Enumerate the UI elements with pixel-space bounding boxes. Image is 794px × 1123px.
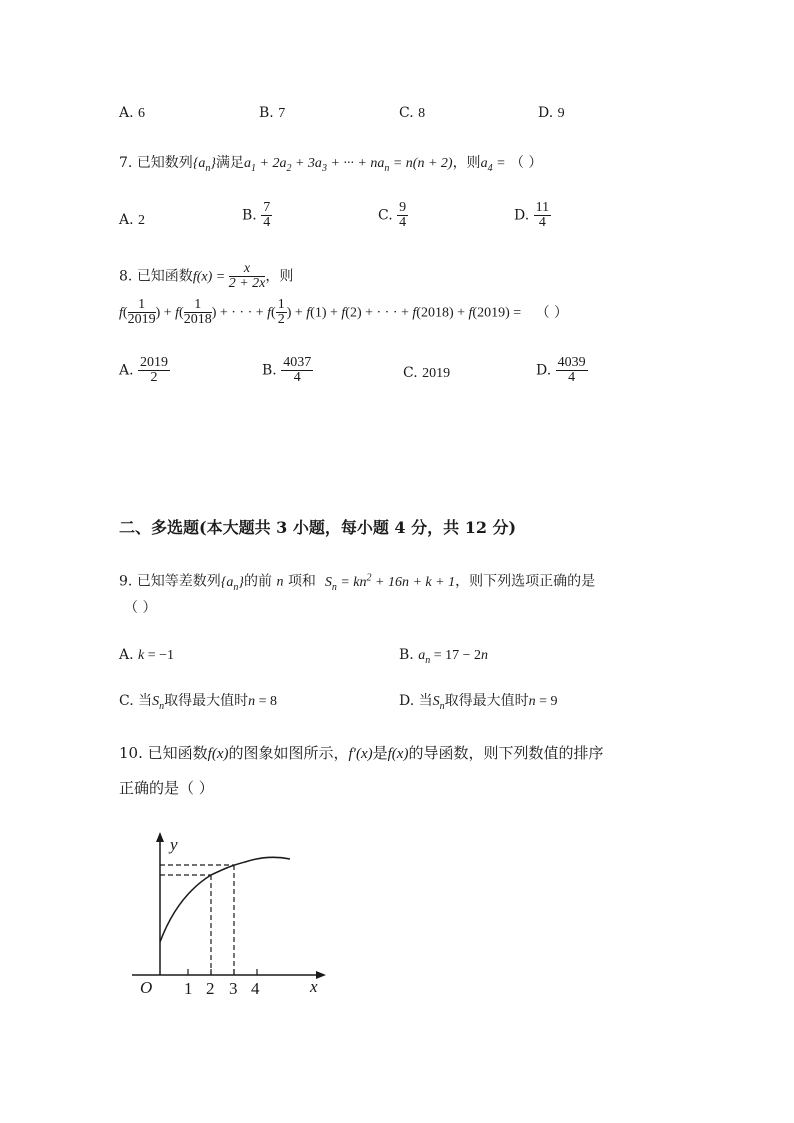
q7-option-d: D. $\frac{11}{4}$ [514,200,550,230]
y-axis-arrow [156,832,164,842]
q9-stem: 9. 已知等差数列$\{a_n\}$的前 n 项和 $S_n = kn^2 + 16n + k + 1$，则下列选项正确的是 [119,572,596,593]
function-graph [130,830,340,1005]
origin-label: O [140,978,153,997]
x-tick-label-3: 3 [229,979,238,998]
q8-option-d: D. $\frac{4039}{4}$ [536,355,586,385]
q8-stem: 8. 已知函数f(x) = $\frac{x}{2 + 2x}$ ，则 [119,261,294,291]
x-label: x [310,977,318,996]
section-title: 二、多选题(本大题共 3 小题，每小题 4 分，共 12 分) [119,518,517,537]
x-tick-label-4: 4 [251,979,260,998]
q8-option-b: B. $\frac{4037}{4}$ [262,355,312,385]
q6-option-d: D. 9 [538,105,565,121]
q7-stem: 7. 已知数列$\{a_n\}$满足$a_1 + 2a_2 + 3a_3$ + ··· + $na_n = n(n + 2)$，则$a_4$ = （ ） [119,155,543,174]
q7-option-a: A. 2 [119,212,146,228]
q8-expression: f( $\frac{1}{2019}$ ) + f( $\frac{1}{2018}$ ) + · · · + f( $\frac{1}{2}$ ) + f(1) + f(2) + · · · + f(2018) + f(2019) = （ ） [119,297,569,327]
q6-option-b: B. 7 [259,105,286,121]
x-tick-label-2: 2 [206,979,215,998]
x-tick-label-1: 1 [184,979,193,998]
q7-option-c: C. $\frac{9}{4}$ [378,200,407,230]
q9-paren: （ ） [124,600,157,616]
q9-option-b: B. $a_n = 17 - 2n$ [399,647,488,666]
q8-option-a: A. $\frac{2019}{2}$ [119,355,169,385]
q6-option-a: A. 6 [119,105,146,121]
q9-option-c: C. 当$S_n$取得最大值时n = 8 [119,693,278,712]
q8-option-c: C. 2019 [403,365,451,381]
q9-option-d: D. 当$S_n$取得最大值时n = 9 [399,693,558,712]
y-label: y [170,835,178,854]
q9-option-a: A. k = −1 [119,647,175,663]
q7-option-b: B. $\frac{7}{4}$ [242,200,271,230]
q10-stem: 10. 已知函数f(x)的图象如图所示，f′(x)是f(x)的导函数，则下列数值的排序 [119,744,604,762]
q6-option-c: C. 8 [399,105,426,121]
function-curve [160,857,290,942]
q10-stem-line2: 正确的是（ ） [119,779,214,797]
